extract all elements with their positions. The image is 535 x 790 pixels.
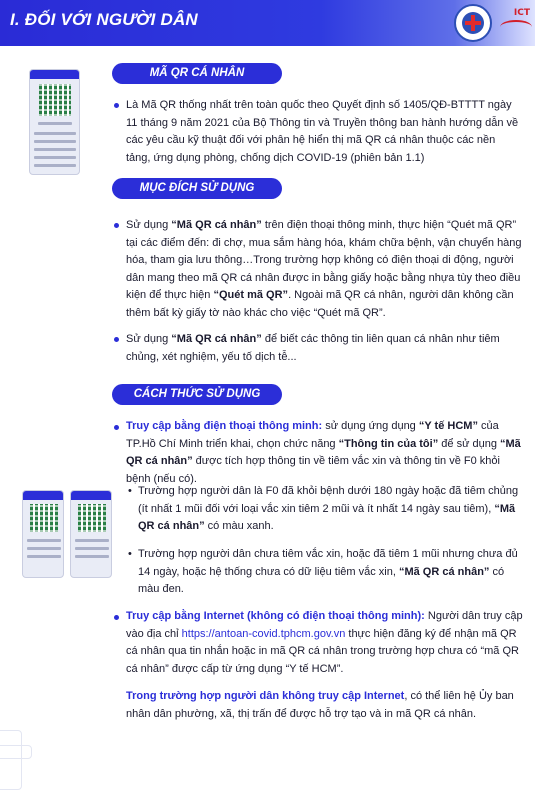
ict-logo: ICT bbox=[500, 6, 532, 40]
usage-smartphone-paragraph: Truy cập bằng điện thoại thông minh: sử dụng ứng dụng “Y tế HCM” của TP.Hồ Chí Minh triển khai, chọn chức năng “Thông tin của tôi” để sử dụng “Mã QR cá nhân” được tích hợp thông tin về tiêm vắc xin và thông tin về F0 khỏi bệnh (nếu có). bbox=[126, 420, 521, 485]
qr-app-screenshot bbox=[29, 69, 80, 175]
purpose-paragraph-1: Sử dụng “Mã QR cá nhân” trên điện thoại thông minh, thực hiện “Quét mã QR” tại các điểm đến: đi chợ, mua sắm hàng hóa, khám chữa bệnh, vận chuyển hàng hóa, tham gia lưu thông…Trong trường hợp không có điện thoại di động, người dân mang theo mã QR cá nhân được in bằng giấy hoặc bằng nhựa tùy theo điều kiện để thực hiện “Quét mã QR”. Ngoài mã QR cá nhân, người dân không cần thêm bất kỳ giấy tờ nào khác cho việc “Quét mã QR”. bbox=[126, 219, 522, 319]
qr-app-screenshot-green bbox=[22, 490, 64, 578]
sub-bullet-black: • Trường hợp người dân chưa tiêm vắc xin, hoặc đã tiêm 1 mũi nhưng chưa đủ 14 ngày, hoặc hệ thống chưa có dữ liệu tiêm vắc xin, “Mã QR cá nhân” có màu đen. bbox=[128, 548, 518, 595]
bullet bbox=[114, 337, 119, 342]
bullet bbox=[114, 223, 119, 228]
page-header bbox=[0, 0, 535, 46]
ministry-of-health-logo bbox=[454, 4, 492, 42]
decorative-cross-outline bbox=[0, 745, 32, 759]
no-internet-paragraph: Trong trường hợp người dân không truy cập Internet, có thể liên hệ Ủy ban nhân dân phường, xã, thị trấn để được hỗ trợ tạo và in mã QR cá nhân. bbox=[126, 690, 514, 720]
decorative-cross-outline bbox=[0, 730, 22, 790]
page-title: I. ĐỐI VỚI NGƯỜI DÂN bbox=[10, 10, 198, 29]
personal-qr-description: Là Mã QR thống nhất trên toàn quốc theo Quyết định số 1405/QĐ-BTTTT ngày 11 tháng 9 năm 2021 của Bộ Thông tin và Truyền thông ban hành hướng dẫn về các yêu cầu kỹ thuật đối với phân hệ hiển thị mã QR cá nhân thuộc các nền tảng, ứng dụng phòng, chống dịch COVID-19 (phiên bản 1.1) bbox=[126, 99, 519, 164]
bullet bbox=[114, 425, 119, 430]
qr-app-screenshot-green bbox=[70, 490, 112, 578]
usage-internet-paragraph: Truy cập bằng Internet (không có điện thoại thông minh): Người dân truy cập vào địa chỉ https://antoan-covid.tphcm.gov.vn thực hiện đăng ký để nhận mã QR cá nhân qua tin nhắn hoặc in mã QR cá nhân trong trường hợp chưa có “mã QR cá nhân” được cấp từ ứng dụng “Y tế HCM”. bbox=[126, 610, 523, 675]
section-pill-purpose: MỤC ĐÍCH SỬ DỤNG bbox=[112, 178, 282, 199]
section-pill-personal-qr: MÃ QR CÁ NHÂN bbox=[112, 63, 282, 84]
antoan-covid-link[interactable]: https://antoan-covid.tphcm.gov.vn bbox=[181, 627, 346, 640]
bullet bbox=[114, 103, 119, 108]
sub-bullet-green: • Trường hợp người dân là F0 đã khỏi bệnh dưới 180 ngày hoặc đã tiêm chủng (ít nhất 1 mũi đối với loại vắc xin tiêm 2 mũi và ít nhất 14 ngày sau tiêm), “Mã QR cá nhân” có màu xanh. bbox=[128, 485, 519, 532]
bullet bbox=[114, 615, 119, 620]
purpose-paragraph-2: Sử dụng “Mã QR cá nhân” để biết các thông tin liên quan cá nhân như tiêm chủng, xét nghiệm, yếu tố dịch tễ... bbox=[126, 333, 500, 363]
section-pill-usage: CÁCH THỨC SỬ DỤNG bbox=[112, 384, 282, 405]
